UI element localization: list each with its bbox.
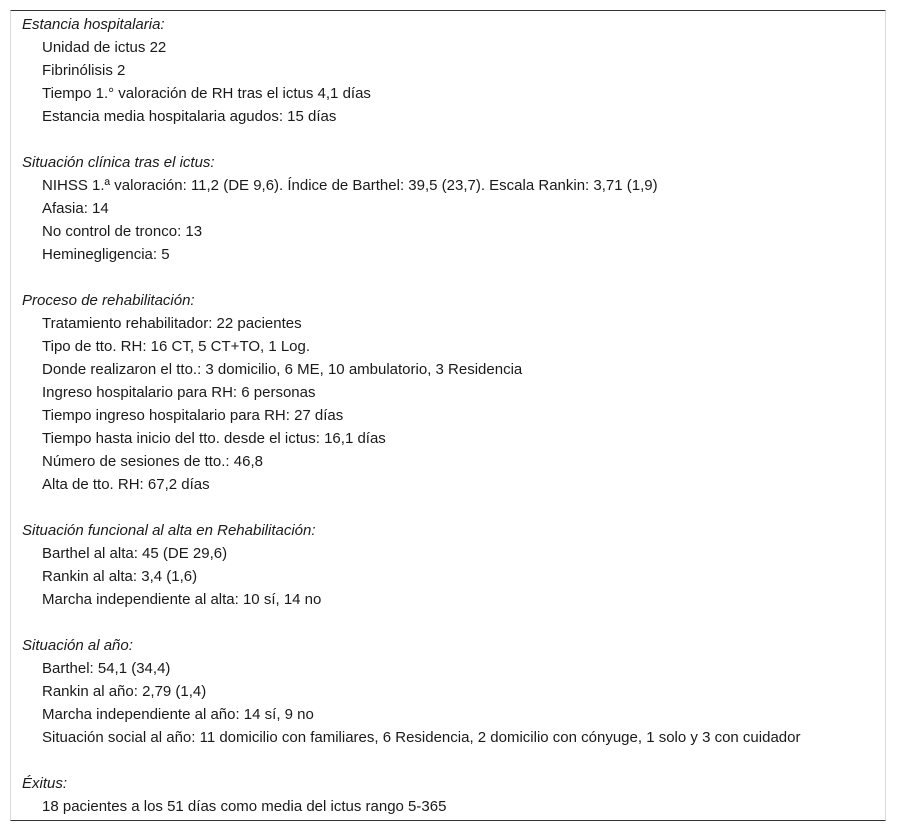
list-item: Tratamiento rehabilitador: 22 pacientes <box>42 315 302 332</box>
list-item: Barthel al alta: 45 (DE 29,6) <box>42 545 228 562</box>
list-item: 18 pacientes a los 51 días como media del ictus rango 5-365 <box>42 798 447 815</box>
section-clinical-status <box>11 151 885 266</box>
list-item: Ingreso hospitalario para RH: 6 personas <box>42 384 316 401</box>
section-status-one-year <box>11 634 885 749</box>
list-item: NIHSS 1.ª valoración: 11,2 (DE 9,6). Índice de Barthel: 39,5 (23,7). Escala Rankin: 3,71 (1,9) <box>42 177 658 194</box>
section-functional-status-discharge <box>11 519 885 611</box>
list-item: Número de sesiones de tto.: 46,8 <box>42 453 263 470</box>
section-hospital-stay <box>11 13 885 128</box>
list-item: Tiempo 1.° valoración de RH tras el ictus 4,1 días <box>42 85 371 102</box>
list-item: Situación social al año: 11 domicilio con familiares, 6 Residencia, 2 domicilio con cónyuge, 1 solo y 3 con cuidador <box>42 729 801 746</box>
list-item: Marcha independiente al año: 14 sí, 9 no <box>42 706 314 723</box>
list-item: Donde realizaron el tto.: 3 domicilio, 6 ME, 10 ambulatorio, 3 Residencia <box>42 361 523 378</box>
list-item: Fibrinólisis 2 <box>42 62 126 79</box>
list-item: Tiempo ingreso hospitalario para RH: 27 días <box>42 407 344 424</box>
list-item: Unidad de ictus 22 <box>42 39 167 56</box>
section-heading: Situación clínica tras el ictus: <box>22 154 215 171</box>
list-item: Tipo de tto. RH: 16 CT, 5 CT+TO, 1 Log. <box>42 338 311 355</box>
section-heading: Estancia hospitalaria: <box>22 16 165 33</box>
list-item: Rankin al año: 2,79 (1,4) <box>42 683 207 700</box>
data-table <box>10 10 886 821</box>
list-item: Afasia: 14 <box>42 200 109 217</box>
list-item: Alta de tto. RH: 67,2 días <box>42 476 210 493</box>
list-item: No control de tronco: 13 <box>42 223 203 240</box>
list-item: Rankin al alta: 3,4 (1,6) <box>42 568 198 585</box>
section-rehabilitation-process <box>11 289 885 496</box>
list-item: Tiempo hasta inicio del tto. desde el ictus: 16,1 días <box>42 430 386 447</box>
list-item: Marcha independiente al alta: 10 sí, 14 no <box>42 591 322 608</box>
list-item: Estancia media hospitalaria agudos: 15 días <box>42 108 337 125</box>
section-heading: Éxitus: <box>22 775 68 792</box>
section-heading: Proceso de rehabilitación: <box>22 292 195 309</box>
list-item: Heminegligencia: 5 <box>42 246 170 263</box>
section-heading: Situación al año: <box>22 637 133 654</box>
section-heading: Situación funcional al alta en Rehabilitación: <box>22 522 316 539</box>
section-deaths <box>11 772 885 818</box>
list-item: Barthel: 54,1 (34,4) <box>42 660 171 677</box>
